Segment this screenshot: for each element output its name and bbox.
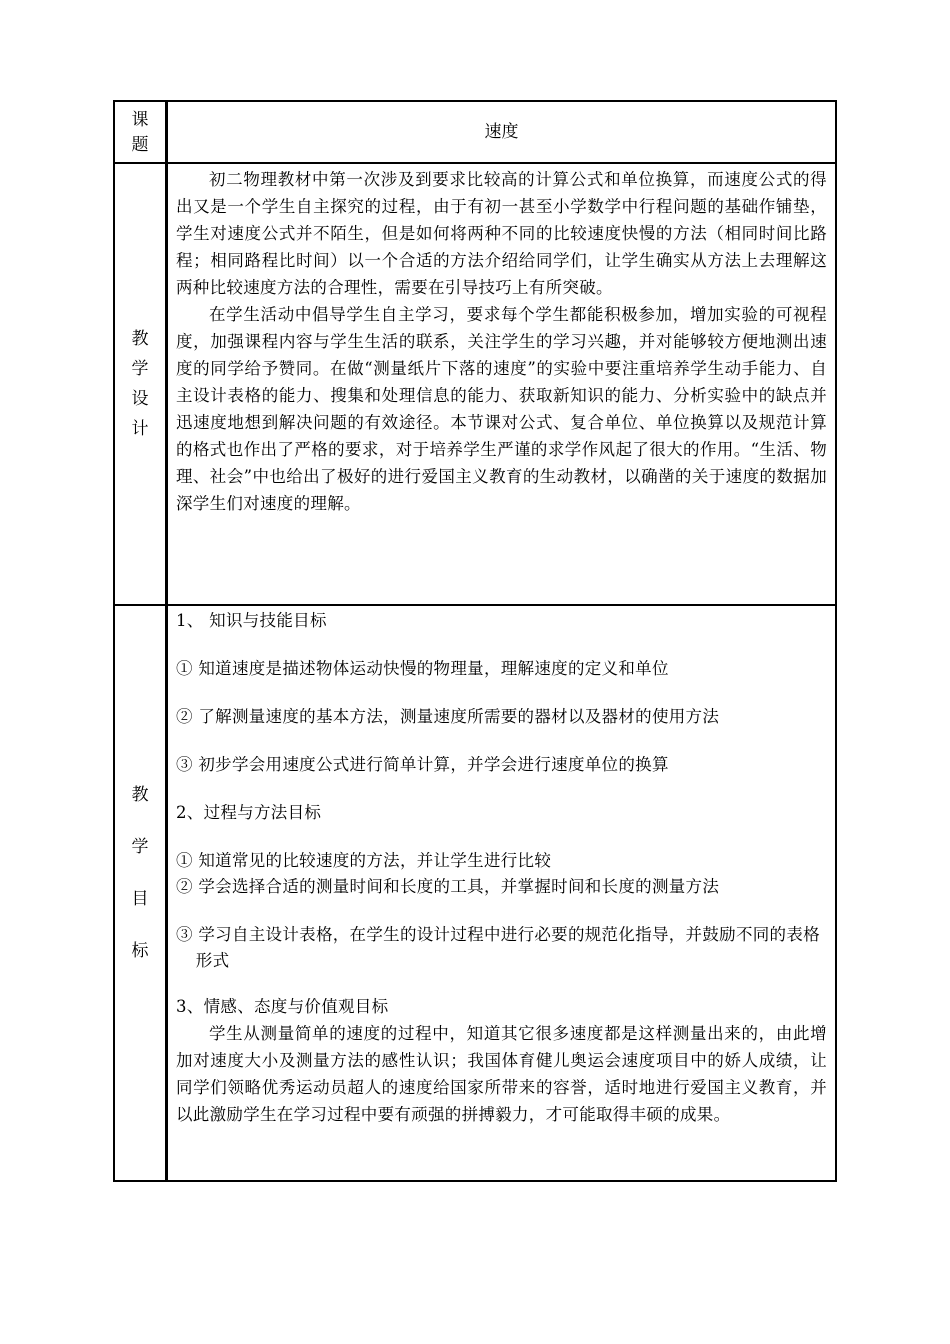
goals-label-char-4: 标 xyxy=(131,941,149,961)
goals-label-cell xyxy=(114,605,167,1181)
design-row xyxy=(114,163,836,605)
goal-item: ③ 学习自主设计表格，在学生的设计过程中进行必要的规范化指导，并鼓励不同的表格形式 xyxy=(176,925,820,970)
goal-item: ③ 初步学会用速度公式进行简单计算，并学会进行速度单位的换算 xyxy=(176,755,669,774)
design-label: 教 学 设 计 xyxy=(131,329,149,439)
goals-content-cell xyxy=(167,605,837,1181)
title-label-cell xyxy=(114,101,167,163)
goal-item: ① 知道速度是描述物体运动快慢的物理量，理解速度的定义和单位 xyxy=(176,659,669,678)
goals-label-char-1: 教 xyxy=(131,785,149,805)
goal-section-2-heading: 2、过程与方法目标 xyxy=(176,803,322,822)
design-paragraph-1: 初二物理教材中第一次涉及到要求比较高的计算公式和单位换算，而速度公式的得出又是一个学生自主探究的过程，由于有初一甚至小学数学中行程问题的基础作铺垫，学生对速度公式并不陌生，但是如何将两种不同的比较速度快慢的方法（相同时间比路程；相同路程比时间）以一个合适的方法介绍给同学们，让学生确实从方法上去理解这两种比较速度方法的合理性，需要在引导技巧上有所突破。 xyxy=(176,170,827,297)
lesson-plan-table xyxy=(113,100,837,1182)
goals-row xyxy=(114,605,836,1181)
title-row xyxy=(114,101,836,163)
goal-section-3-heading: 3、情感、态度与价值观目标 xyxy=(176,997,389,1016)
goal-item: ② 学会选择合适的测量时间和长度的工具，并掌握时间和长度的测量方法 xyxy=(176,877,720,896)
title-label: 课 题 xyxy=(131,110,149,155)
title-value-cell xyxy=(167,101,837,163)
design-content-cell xyxy=(167,163,837,605)
goal-section-3-paragraph: 学生从测量简单的速度的过程中，知道其它很多速度都是这样测量出来的，由此增加对速度大小及测量方法的感性认识；我国体育健儿奥运会速度项目中的娇人成绩，让同学们领略优秀运动员超人的速度给国家所带来的容誉，适时地进行爱国主义教育，并以此激励学生在学习过程中要有顽强的拼搏毅力，才可能取得丰硕的成果。 xyxy=(176,1024,827,1124)
goals-label-char-3: 目 xyxy=(131,889,149,909)
goals-label-char-2: 学 xyxy=(131,837,149,857)
goal-item: ② 了解测量速度的基本方法，测量速度所需要的器材以及器材的使用方法 xyxy=(176,707,720,726)
design-paragraph-2: 在学生活动中倡导学生自主学习，要求每个学生都能积极参加，增加实验的可视程度，加强课程内容与学生生活的联系，关注学生的学习兴趣，并对能够较方便地测出速度的同学给予赞同。在做“测量纸片下落的速度”的实验中要注重培养学生动手能力、自主设计表格的能力、搜集和处理信息的能力、获取新知识的能力、分析实验中的缺点并迅速度地想到解决问题的有效途径。本节课对公式、复合单位、单位换算以及规范计算的格式也作出了严格的要求，对于培养学生严谨的求学作风起了很大的作用。“生活、物理、社会”中也给出了极好的进行爱国主义教育的生动教材，以确凿的关于速度的数据加深学生们对速度的理解。 xyxy=(176,305,827,513)
lesson-title: 速度 xyxy=(484,122,519,142)
goal-section-1-heading: 1、 知识与技能目标 xyxy=(176,611,327,630)
goal-item: ① 知道常见的比较速度的方法，并让学生进行比较 xyxy=(176,851,552,870)
design-label-cell xyxy=(114,163,167,605)
